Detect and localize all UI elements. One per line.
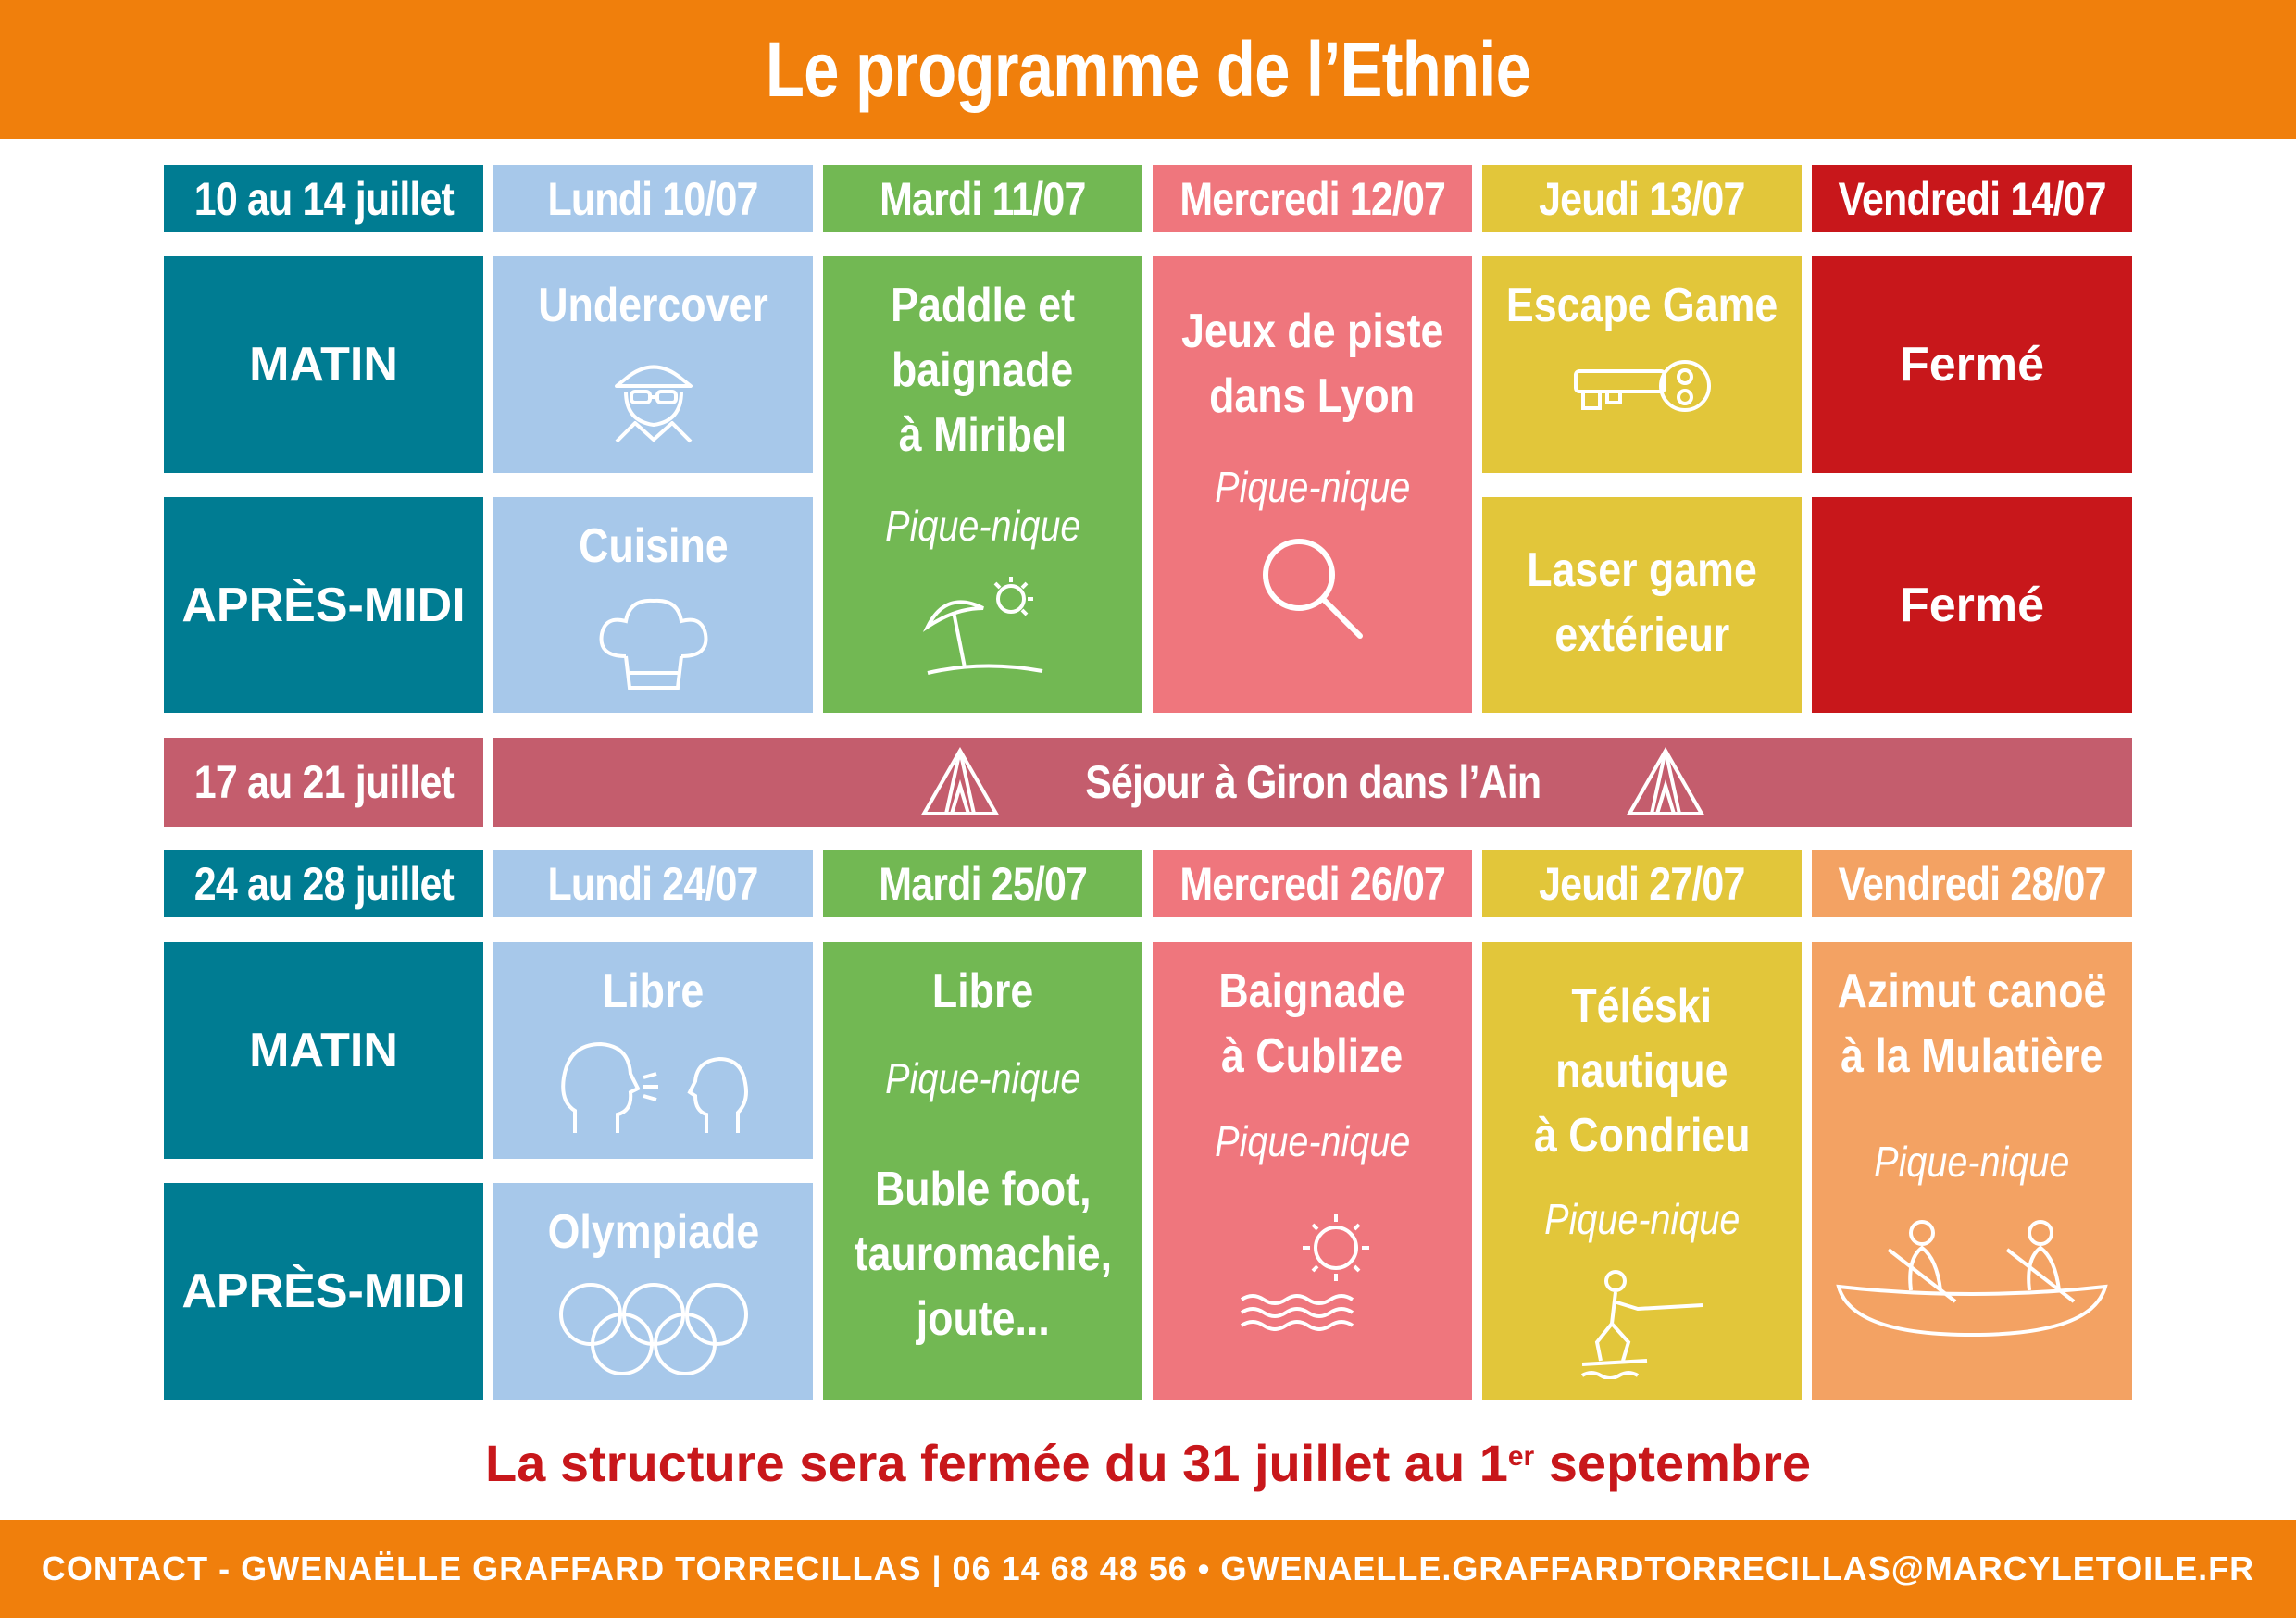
week1-thu-morning: Escape Game [1482, 256, 1802, 473]
week1-wed-picnic: Pique-nique [1214, 463, 1411, 511]
sun-sea-icon [1234, 1211, 1391, 1331]
canoe-icon [1833, 1213, 2111, 1342]
week2-sejour: Séjour à Giron dans l’Ain [493, 738, 2132, 827]
water-ski-icon [1573, 1268, 1712, 1379]
week1-day-mon: Lundi 10/07 [493, 165, 813, 232]
tent-icon [1624, 745, 1707, 819]
week3-row-morning: MATIN [164, 942, 483, 1159]
week3-day-thu: Jeudi 27/07 [1482, 850, 1802, 917]
week1-mon-afternoon: Cuisine [493, 497, 813, 713]
week1-day-tue: Mardi 11/07 [823, 165, 1142, 232]
week1-mon-morning: Undercover [493, 256, 813, 473]
week3-day-fri: Vendredi 28/07 [1812, 850, 2132, 917]
magnifier-icon [1253, 532, 1373, 643]
week1-day-fri: Vendredi 14/07 [1812, 165, 2132, 232]
beach-umbrella-icon [918, 571, 1048, 682]
week3-dates: 24 au 28 juillet [164, 850, 483, 917]
chef-hat-icon [589, 591, 718, 693]
closure-note: La structure sera fermée du 31 juillet au 1 $^{er}$ septembre [484, 1433, 1812, 1492]
week3-tue-activity: Libre Pique-nique Buble foot, tauromachie, joute... [823, 942, 1142, 1400]
tent-icon [918, 745, 1002, 819]
week3-wed-picnic: Pique-nique [1214, 1117, 1411, 1165]
week3-thu-activity: Téléski nautique à Condrieu Pique-nique [1482, 942, 1802, 1400]
week3-fri-picnic: Pique-nique [1874, 1138, 2070, 1186]
page-title: Le programme de l’Ethnie [765, 25, 1531, 113]
week1-wed-activity: Jeux de piste dans Lyon Pique-nique [1153, 256, 1472, 713]
week1-day-thu: Jeudi 13/07 [1482, 165, 1802, 232]
week1-fri-afternoon: Fermé [1812, 497, 2132, 713]
spy-icon [598, 351, 709, 443]
week3-day-tue: Mardi 25/07 [823, 850, 1142, 917]
week3-wed-activity: Baignade à Cublize Pique-nique [1153, 942, 1472, 1400]
week1-tue-picnic: Pique-nique [884, 502, 1081, 550]
week1-tue-activity: Paddle et baignade à Miribel Pique-nique [823, 256, 1142, 713]
week2-dates: 17 au 21 juillet [164, 738, 483, 827]
week1-thu-afternoon: Laser game extérieur [1482, 497, 1802, 713]
week3-mon-morning: Libre [493, 942, 813, 1159]
week3-day-mon: Lundi 24/07 [493, 850, 813, 917]
week3-fri-activity: Azimut canoë à la Mulatière Pique-nique [1812, 942, 2132, 1400]
week1-row-morning: MATIN [164, 256, 483, 473]
week1-fri-morning: Fermé [1812, 256, 2132, 473]
week1-day-wed: Mercredi 12/07 [1153, 165, 1472, 232]
olympic-rings-icon [552, 1277, 755, 1379]
week1-row-afternoon: APRÈS-MIDI [164, 497, 483, 713]
week3-thu-picnic: Pique-nique [1543, 1195, 1741, 1243]
week1-dates: 10 au 14 juillet [164, 165, 483, 232]
contact-info: CONTACT - GWENAËLLE GRAFFARD TORRECILLAS | 06 14 68 48 56 • GWENAELLE.GRAFFARDTORRECILLAS@MARCYLETOILE.FR [41, 1550, 2255, 1587]
week3-day-wed: Mercredi 26/07 [1153, 850, 1472, 917]
week3-tue-afternoon: Buble foot, tauromachie, joute... [854, 1163, 1112, 1346]
key-icon [1568, 351, 1716, 434]
week3-tue-picnic: Pique-nique [884, 1054, 1081, 1102]
talking-heads-icon [556, 1037, 751, 1139]
week3-mon-afternoon: Olympiade [493, 1183, 813, 1400]
week3-row-afternoon: APRÈS-MIDI [164, 1183, 483, 1400]
